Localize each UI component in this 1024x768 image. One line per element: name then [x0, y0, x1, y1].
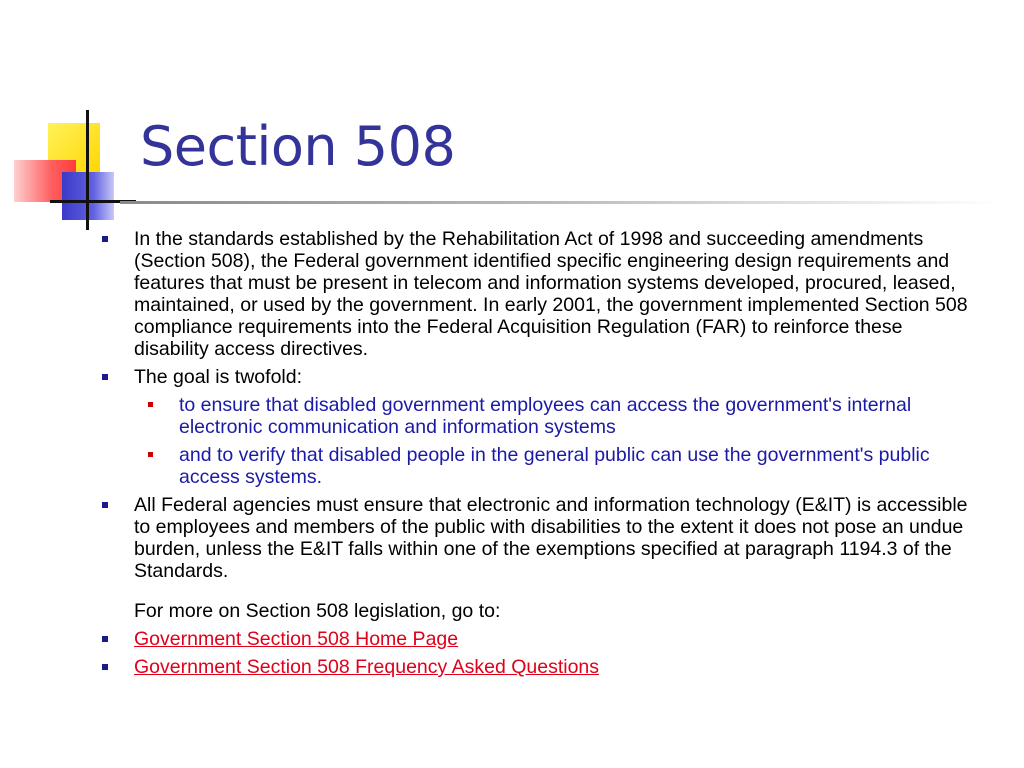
title-divider	[120, 201, 1000, 204]
section-508-faq-link[interactable]: Government Section 508 Frequency Asked Questions	[134, 656, 600, 678]
bullet-item	[96, 494, 976, 582]
sub-bullet-text: and to verify that disabled people in the general public can use the government's public access systems.	[179, 444, 930, 488]
sub-bullet-text: to ensure that disabled government employees can access the government's internal electronic communication and information systems	[179, 394, 912, 438]
square-bullet-icon	[148, 402, 153, 407]
decorative-logo-graphic	[0, 0, 150, 235]
more-info-text: For more on Section 508 legislation, go to:	[134, 600, 501, 622]
square-bullet-icon	[102, 664, 108, 670]
sub-bullet-item	[96, 444, 976, 488]
bullet-text: In the standards established by the Rehabilitation Act of 1998 and succeeding amendments (Section 508), the Federal government identified specific engineering design requirements and features that must be present in telecom and information systems developed, procured, leased, maintained, or used by the government. In early 2001, the government implemented Section 508 compliance requirements into the Federal Acquisition Regulation (FAR) to reinforce these disability access directives.	[134, 228, 968, 360]
vertical-line-shape	[86, 110, 89, 230]
bullet-text: The goal is twofold:	[134, 366, 303, 388]
bullet-item	[96, 366, 976, 388]
square-bullet-icon	[102, 636, 108, 642]
link-item	[96, 656, 976, 678]
square-bullet-icon	[102, 502, 108, 508]
link-item	[96, 628, 976, 650]
section-508-home-page-link[interactable]: Government Section 508 Home Page	[134, 628, 459, 650]
slide-title: Section 508	[140, 115, 456, 178]
square-bullet-icon	[102, 374, 108, 380]
bullet-item	[96, 228, 976, 360]
bullet-text: All Federal agencies must ensure that electronic and information technology (E&IT) is accessible to employees and members of the public with disabilities to the extent it does not pose an undue burden, unless the E&IT falls within one of the exemptions specified at paragraph 1194.3 of the Standards.	[134, 494, 968, 582]
sub-bullet-item	[96, 394, 976, 438]
square-bullet-icon	[148, 452, 153, 457]
slide-body	[96, 228, 976, 684]
square-bullet-icon	[102, 236, 108, 242]
